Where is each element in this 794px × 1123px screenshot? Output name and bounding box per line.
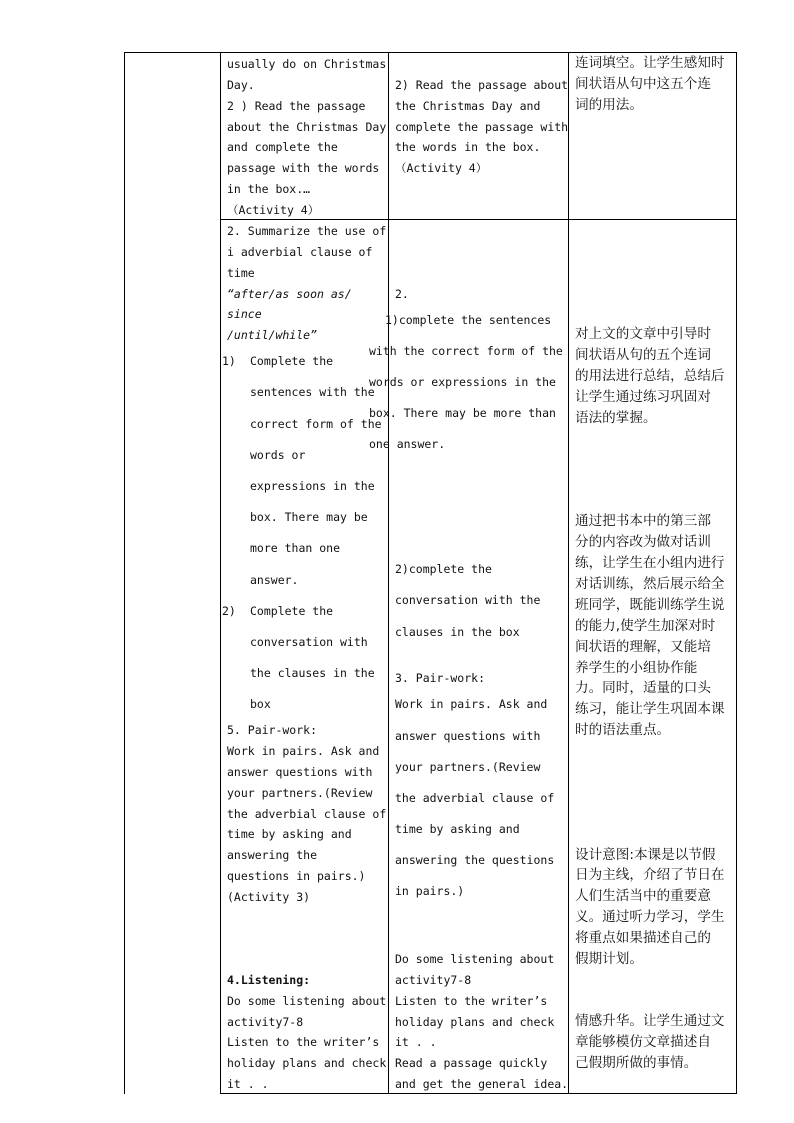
col2-section-number: 2. <box>395 287 409 301</box>
table-border-left <box>124 52 125 1094</box>
col2-sentences-block: 1)complete the sentences with the correct form of the words or expressions in the box. There may be more than one answer. <box>369 313 563 451</box>
table-divider-1 <box>220 52 221 1094</box>
table-border-right <box>736 52 737 1094</box>
table-divider-3 <box>568 52 569 1094</box>
table-divider-2 <box>388 52 389 1094</box>
